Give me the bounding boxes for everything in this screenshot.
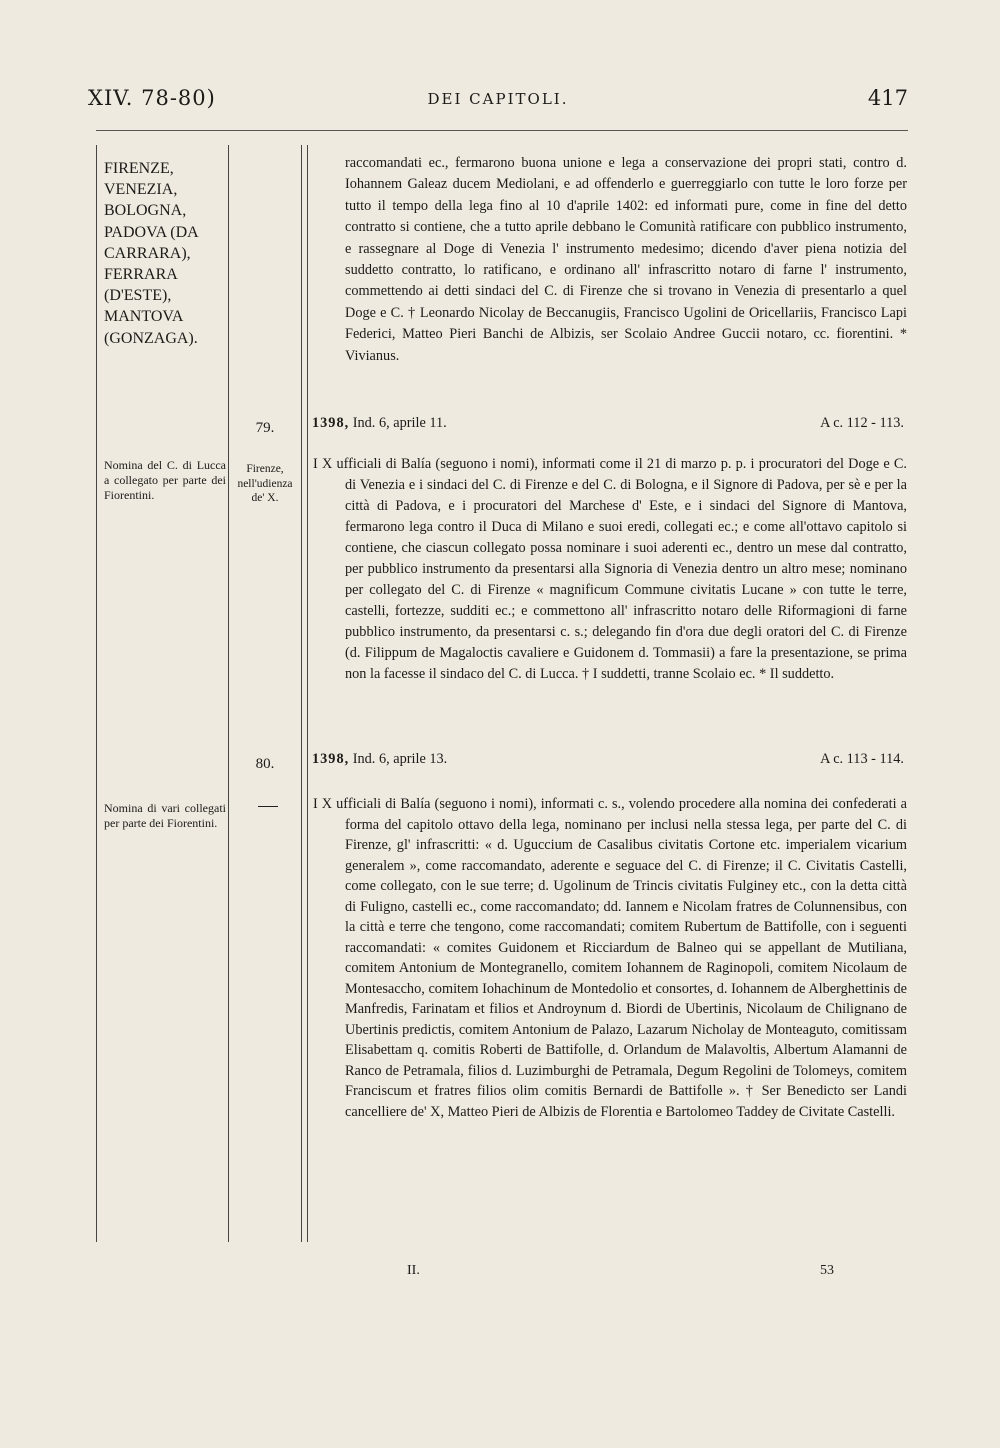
column-rule-text (301, 145, 302, 1242)
header-rule (96, 130, 908, 131)
entry-text-79 (313, 454, 907, 685)
column-rule-text-inner (307, 145, 308, 1242)
side-note-80: Nomina di vari collegati per parte dei Fiorentini. (104, 801, 226, 830)
continued-text (345, 153, 907, 367)
running-header (88, 86, 908, 116)
entry-paragraph: I X ufficiali di Balía (seguono i nomi), informati c. s., volendo procedere alla nomina dei confederati a forma del capitolo ottavo della lega, nominano per inclusi nella stessa lega, per parte del C. di Firenze, gl' infrascritti: « d. Uguccium de Casalibus civitatis Cortone etc. imperialem vicarium generalem », come raccomandato, aderente e seguace del C. di Firenze; il C. Civitatis Castelli, come collegato, con le sue terre; d. Ugolinum de Trincis civitatis Fulginey etc., con la detta città di Fuligno, castelli ec., come raccomandato; dd. Iannem e Nicolam fratres de Colunnensibus, con la città e terre che tengono, come raccomandati; comitem Rubertum de Battifolle, con i seguenti raccomandati: « comites Guidonem et Ricciardum de Balneo qui se appellant de Mutiliana, comitem Antonium de Montegranello, comitem Iohannem de Raginopoli, comitem Nicolaum de Montesaccho, comitem Iohachinum de Montedolio et consortes, d. Iohannem de Alberghettinis de Manfredis, Farinatam et filios et Androynum d. Biordi de Ubertinis, Nicolaum de Chilignano de Ubertinis predictis, comitem Antonium de Palazo, Lazarum Nicholay de Monteaguto, comitissam Elisabettam q. comitis Roberti de Battifolle, d. Orlandum de Malavoltis, Albertum Alamanni de Ranco de Petramala, filios d. Luzimburghi de Petramala, Degum Regolini de Tolomeys, comitem Franciscum et fratres filios olim comitis Bernardi de Battifolle ». † Ser Benedicto ser Landi cancelliere de' X, Matteo Pieri de Albizis de Florentia e Bartolomeo Taddey de Civitate Castelli. (313, 796, 907, 1120)
entry-heading-80 (312, 751, 908, 768)
entry-text-80 (313, 794, 907, 1122)
entry-number-79: 79. (255, 420, 275, 436)
place-dash-80 (258, 806, 278, 807)
side-note-79: Nomina del C. di Lucca a collegato per parte dei Fiorentini. (104, 458, 226, 502)
page-number: 417 (867, 86, 908, 110)
entry-paragraph: I X ufficiali di Balía (seguono i nomi), informati come il 21 di marzo p. p. i procuratori del Doge e C. di Venezia e i sindaci del C. di Firenze e del C. di Bologna, e il Signore di Padova, per sè e per la città di Padova, e i procuratori del Marchese d' Este, e i sindaci del Signore di Mantova, fermarono lega contro il Duca di Milano e suoi eredi, collegati ec.; e come all'ottavo capitolo si contiene, che ciascun collegato possa nominare i suoi aderenti ec., dentro un mese dal contratto, per pubblico instrumento da presentarsi alla Signoria di Venezia dentro un altro mese; nominano per collegato del C. di Firenze « magnificum Commune civitatis Lucane » con tutte le terre, castelli, fortezze, sudditi ec.; e commettono all' infrascritto notaro delle Riformagioni di farne pubblico instrumento, da presentarsi c. s.; delegando fin d'ora due degli oratori del C. di Firenze (d. Filippum de Magaloctis cavaliere e Guidonem d. Tommasii) a fare la presentazione, se prima non la facesse il sindaco del C. di Lucca. † I suddetti, tranne Scolaio ec. * Il suddetto. (313, 456, 907, 682)
place-note-79: Firenze, nell'udienza de' X. (237, 463, 293, 504)
entry-date: Ind. 6, aprile 13. (352, 751, 448, 767)
column-rule-number (228, 145, 229, 1242)
entry-ref: A c. 113 - 114. (820, 751, 904, 767)
entry-year: 1398, (312, 751, 350, 767)
entry-heading-79 (312, 415, 908, 432)
continued-paragraph: raccomandati ec., fermarono buona unione e lega a conservazione dei propri stati, contro d. Iohannem Galeaz ducem Mediolani, e ad offenderlo e guerreggiarlo con tutte le loro forze per tutto il tempo della lega fino al 10 d'aprile 1402: ed informati pure, come in fine del detto contratto si contiene, che a tutto aprile debbano le Comunità ratificare con pubblico instrumento, e rassegnare al Doge di Venezia l' instrumento medesimo; dicendo d'aver piena notizia del suddetto contratto, lo ratificano, e ordinano all' infrascritto notaro di farne l' instrumento, commettendo ai detti sindaci del C. di Firenze che si trovano in Venezia di presentarlo a quel Doge e C. † Leonardo Nicolay de Beccanugiis, Francisco Ugolini de Oricellariis, Francisco Lapi Federici, Matteo Pieri Banchi de Albizis, ser Scolaio Andree Guccii notaro, cc. fiorentini. * Vivianus. (345, 155, 907, 364)
signature-mark: II. (407, 1263, 420, 1278)
sheet-number: 53 (820, 1263, 834, 1278)
entry-number-80: 80. (255, 756, 275, 772)
entry-year: 1398, (312, 415, 350, 431)
header-title: DEI CAPITOLI. (427, 90, 569, 108)
entry-date: Ind. 6, aprile 11. (352, 415, 447, 431)
header-section: XIV. 78-80) (88, 86, 216, 110)
entry-ref: A c. 112 - 113. (820, 415, 904, 431)
side-heading-parties: FIRENZE, VENEZIA, BOLOGNA, PADOVA (DA CARRARA), FERRARA (D'ESTE), MANTOVA (GONZAGA). (104, 160, 198, 347)
column-rule-left (96, 145, 97, 1242)
